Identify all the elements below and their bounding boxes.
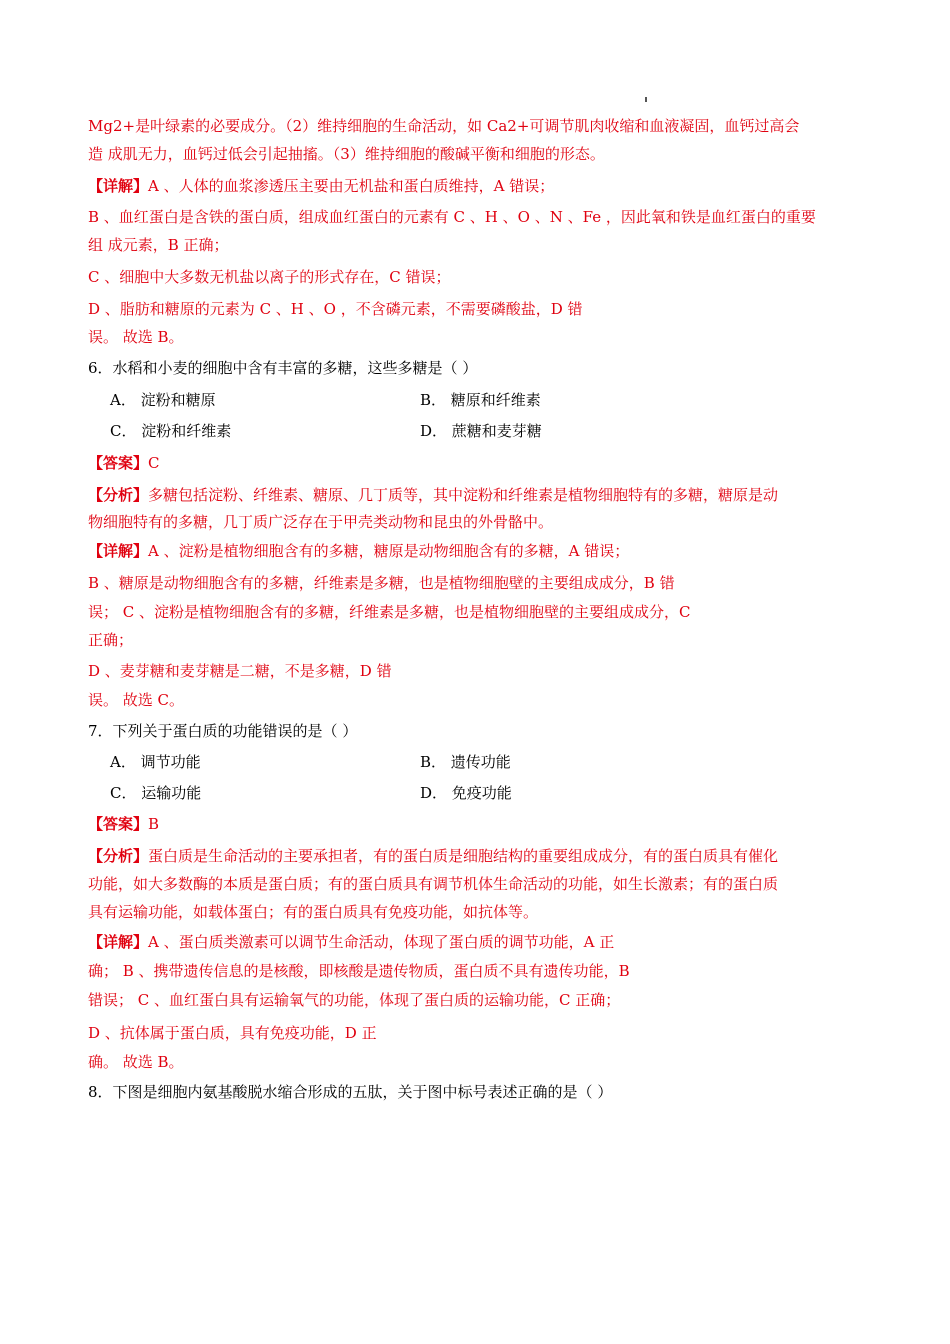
- detail-line: 正确；: [88, 631, 134, 649]
- option-b: B． 糖原和纤维素: [420, 391, 541, 409]
- answer-line: [88, 813, 159, 835]
- detail-line: 错误； C 、血红蛋白具有运输氧气的功能，体现了蛋白质的运输功能，C 正确；: [88, 991, 621, 1009]
- detail-line: 组 成元素，B 正确；: [88, 236, 229, 254]
- analysis-line: 具有运输功能，如载体蛋白；有的蛋白质具有免疫功能，如抗体等。: [88, 903, 539, 921]
- analysis-text: 蛋白质是生命活动的主要承担者，有的蛋白质是细胞结构的重要组成成分，有的蛋白质具有催化: [148, 847, 779, 865]
- option-d: D． 蔗糖和麦芽糖: [420, 422, 542, 440]
- answer-tag: 【答案】: [88, 454, 149, 472]
- answer-value: B: [148, 815, 160, 833]
- detail-line: C 、细胞中大多数无机盐以离子的形式存在，C 错误；: [88, 268, 451, 286]
- analysis-tag: 【分析】: [88, 486, 149, 504]
- explanation-line: 造 成肌无力，血钙过低会引起抽搐。（3）维持细胞的酸碱平衡和细胞的形态。: [88, 145, 605, 163]
- option-a: A． 淀粉和糖原: [110, 391, 216, 409]
- answer-value: C: [148, 454, 160, 472]
- detail-line: D 、麦芽糖和麦芽糖是二糖，不是多糖，D 错: [88, 662, 392, 680]
- option-d: D． 免疫功能: [420, 784, 512, 802]
- question-stem: 6．水稻和小麦的细胞中含有丰富的多糖，这些多糖是（ ）: [88, 359, 478, 377]
- option-b: B． 遗传功能: [420, 753, 511, 771]
- detail-text: A 、蛋白质类激素可以调节生命活动，体现了蛋白质的调节功能，A 正: [148, 933, 615, 951]
- detail-tag: 【详解】: [88, 542, 149, 560]
- detail-line: [88, 175, 554, 197]
- detail-line: [88, 540, 629, 562]
- answer-line: [88, 452, 160, 474]
- detail-line: 确。 故选 B。: [88, 1053, 184, 1071]
- detail-text: A 、淀粉是植物细胞含有的多糖，糖原是动物细胞含有的多糖，A 错误；: [148, 542, 630, 560]
- detail-line: 误。 故选 B。: [88, 328, 184, 346]
- detail-tag: 【详解】: [88, 933, 149, 951]
- detail-tag: 【详解】: [88, 177, 149, 195]
- detail-line: 误； C 、淀粉是植物细胞含有的多糖，纤维素是多糖，也是植物细胞壁的主要组成成分，C: [88, 603, 691, 621]
- detail-line: D 、抗体属于蛋白质，具有免疫功能，D 正: [88, 1024, 377, 1042]
- question-stem: 7．下列关于蛋白质的功能错误的是（ ）: [88, 722, 358, 740]
- option-c: C． 运输功能: [110, 784, 202, 802]
- analysis-line: [88, 845, 778, 867]
- page-mark: [645, 97, 647, 102]
- detail-line: D 、脂肪和糖原的元素为 C 、H 、O ，不含磷元素，不需要磷酸盐，D 错: [88, 300, 583, 318]
- detail-line: B 、血红蛋白是含铁的蛋白质，组成血红蛋白的元素有 C 、H 、O 、N 、Fe ，因此氧和铁是血红蛋白的重要: [88, 208, 816, 226]
- analysis-line: [88, 484, 778, 506]
- detail-line: 误。 故选 C。: [88, 691, 185, 709]
- question-stem: 8．下图是细胞内氨基酸脱水缩合形成的五肽，关于图中标号表述正确的是（ ）: [88, 1083, 613, 1101]
- answer-tag: 【答案】: [88, 815, 149, 833]
- detail-line: [88, 931, 614, 953]
- analysis-tag: 【分析】: [88, 847, 149, 865]
- option-a: A． 调节功能: [110, 753, 201, 771]
- detail-text: A 、人体的血浆渗透压主要由无机盐和蛋白质维持，A 错误；: [148, 177, 555, 195]
- explanation-line: Mg2+是叶绿素的必要成分。（2）维持细胞的生命活动，如 Ca2+可调节肌肉收缩和血液凝固，血钙过高会: [88, 117, 800, 135]
- analysis-line: 功能，如大多数酶的本质是蛋白质；有的蛋白质具有调节机体生命活动的功能，如生长激素；有的蛋白质: [88, 875, 779, 893]
- option-c: C． 淀粉和纤维素: [110, 422, 232, 440]
- analysis-text: 多糖包括淀粉、纤维素、糖原、几丁质等，其中淀粉和纤维素是植物细胞特有的多糖，糖原是动: [148, 486, 779, 504]
- detail-line: 确； B 、携带遗传信息的是核酸，即核酸是遗传物质，蛋白质不具有遗传功能，B: [88, 962, 630, 980]
- analysis-line: 物细胞特有的多糖，几丁质广泛存在于甲壳类动物和昆虫的外骨骼中。: [88, 513, 554, 531]
- detail-line: B 、糖原是动物细胞含有的多糖，纤维素是多糖，也是植物细胞壁的主要组成成分，B 错: [88, 574, 675, 592]
